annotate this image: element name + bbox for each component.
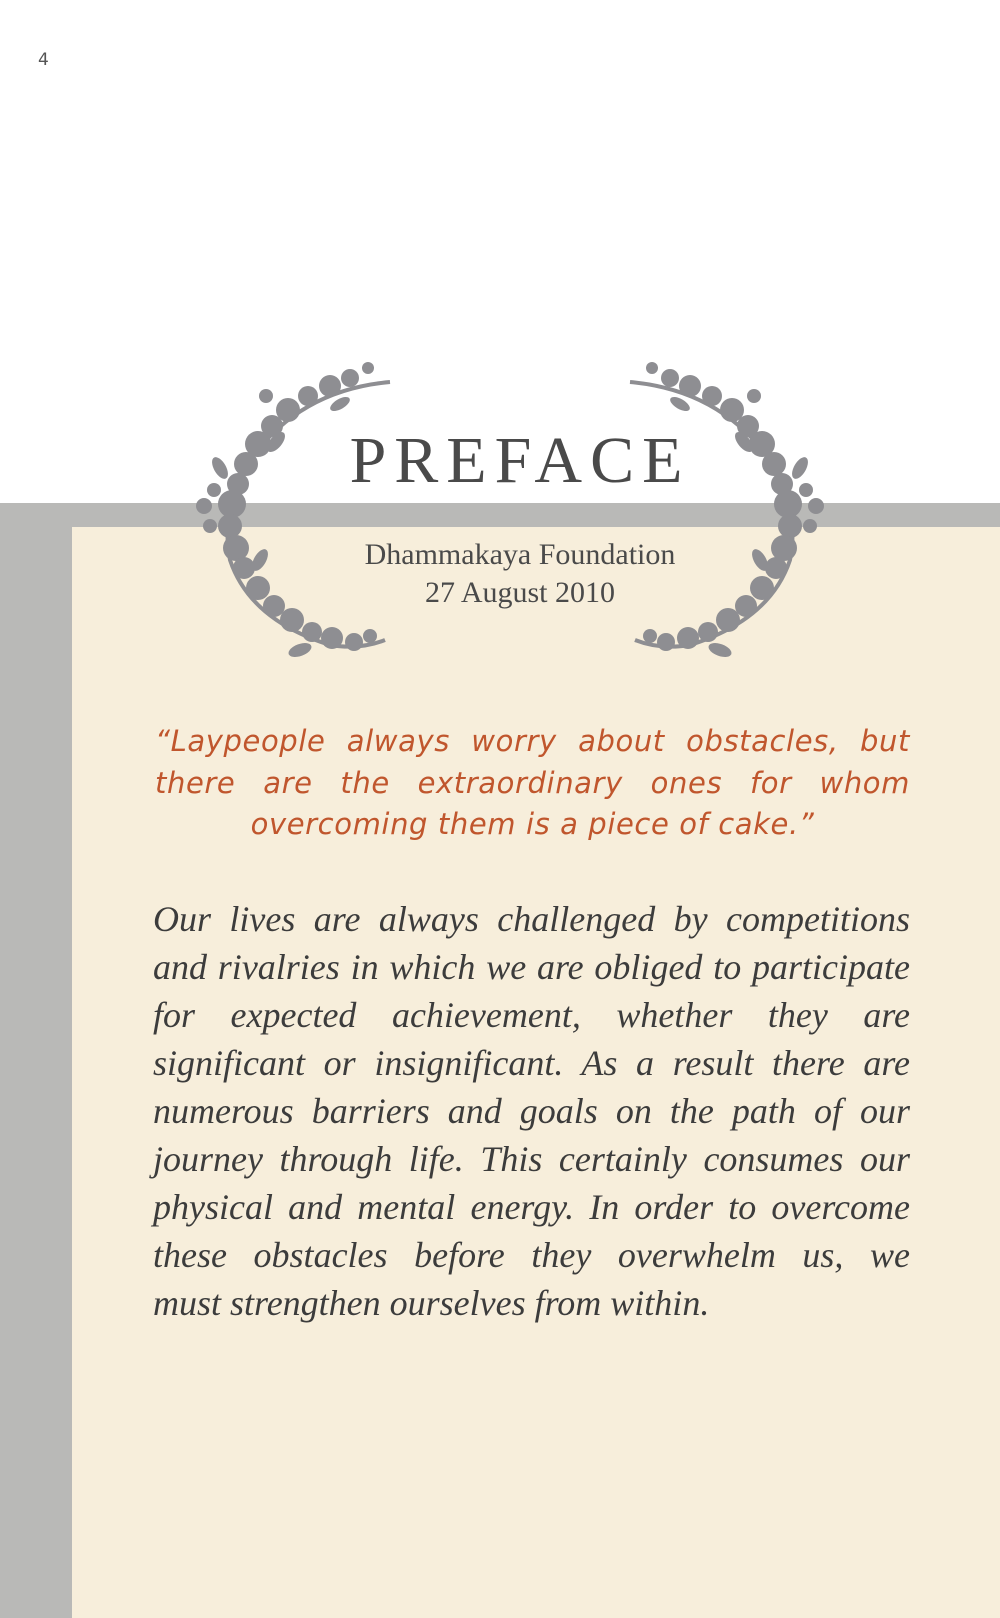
body-line: physical and mental energy. In order to overcome: [153, 1187, 910, 1227]
floral-wreath-icon: [180, 360, 860, 670]
author-line: Dhammakaya Foundation: [364, 538, 676, 571]
quote-line: “Laypeople always worry about obstacles, but: [155, 724, 910, 758]
body-line: these obstacles before they overwhelm us, we: [153, 1235, 910, 1275]
date-line: 27 August 2010: [424, 576, 616, 609]
quote-line: there are the extraordinary ones for whom: [155, 765, 910, 800]
left-wreath-branch: [196, 362, 390, 660]
quote-line: overcoming them is a piece of cake.”: [250, 807, 815, 841]
body-line: journey through life. This certainly consumes our: [153, 1139, 910, 1179]
body-line: numerous barriers and goals on the path of our: [153, 1091, 910, 1131]
epigraph-quote: [155, 721, 910, 846]
body-line: Our lives are always challenged by competitions: [153, 899, 910, 939]
body-line: and rivalries in which we are obliged to participate: [153, 947, 910, 987]
body-line: must strengthen ourselves from within.: [153, 1283, 710, 1323]
right-wreath-branch: [630, 362, 824, 660]
body-line: for expected achievement, whether they are: [153, 995, 910, 1035]
page-title: PREFACE: [349, 424, 691, 497]
body-line: significant or insignificant. As a result there are: [153, 1043, 910, 1083]
page-number: 4: [38, 50, 49, 70]
body-paragraph: [153, 895, 910, 1327]
